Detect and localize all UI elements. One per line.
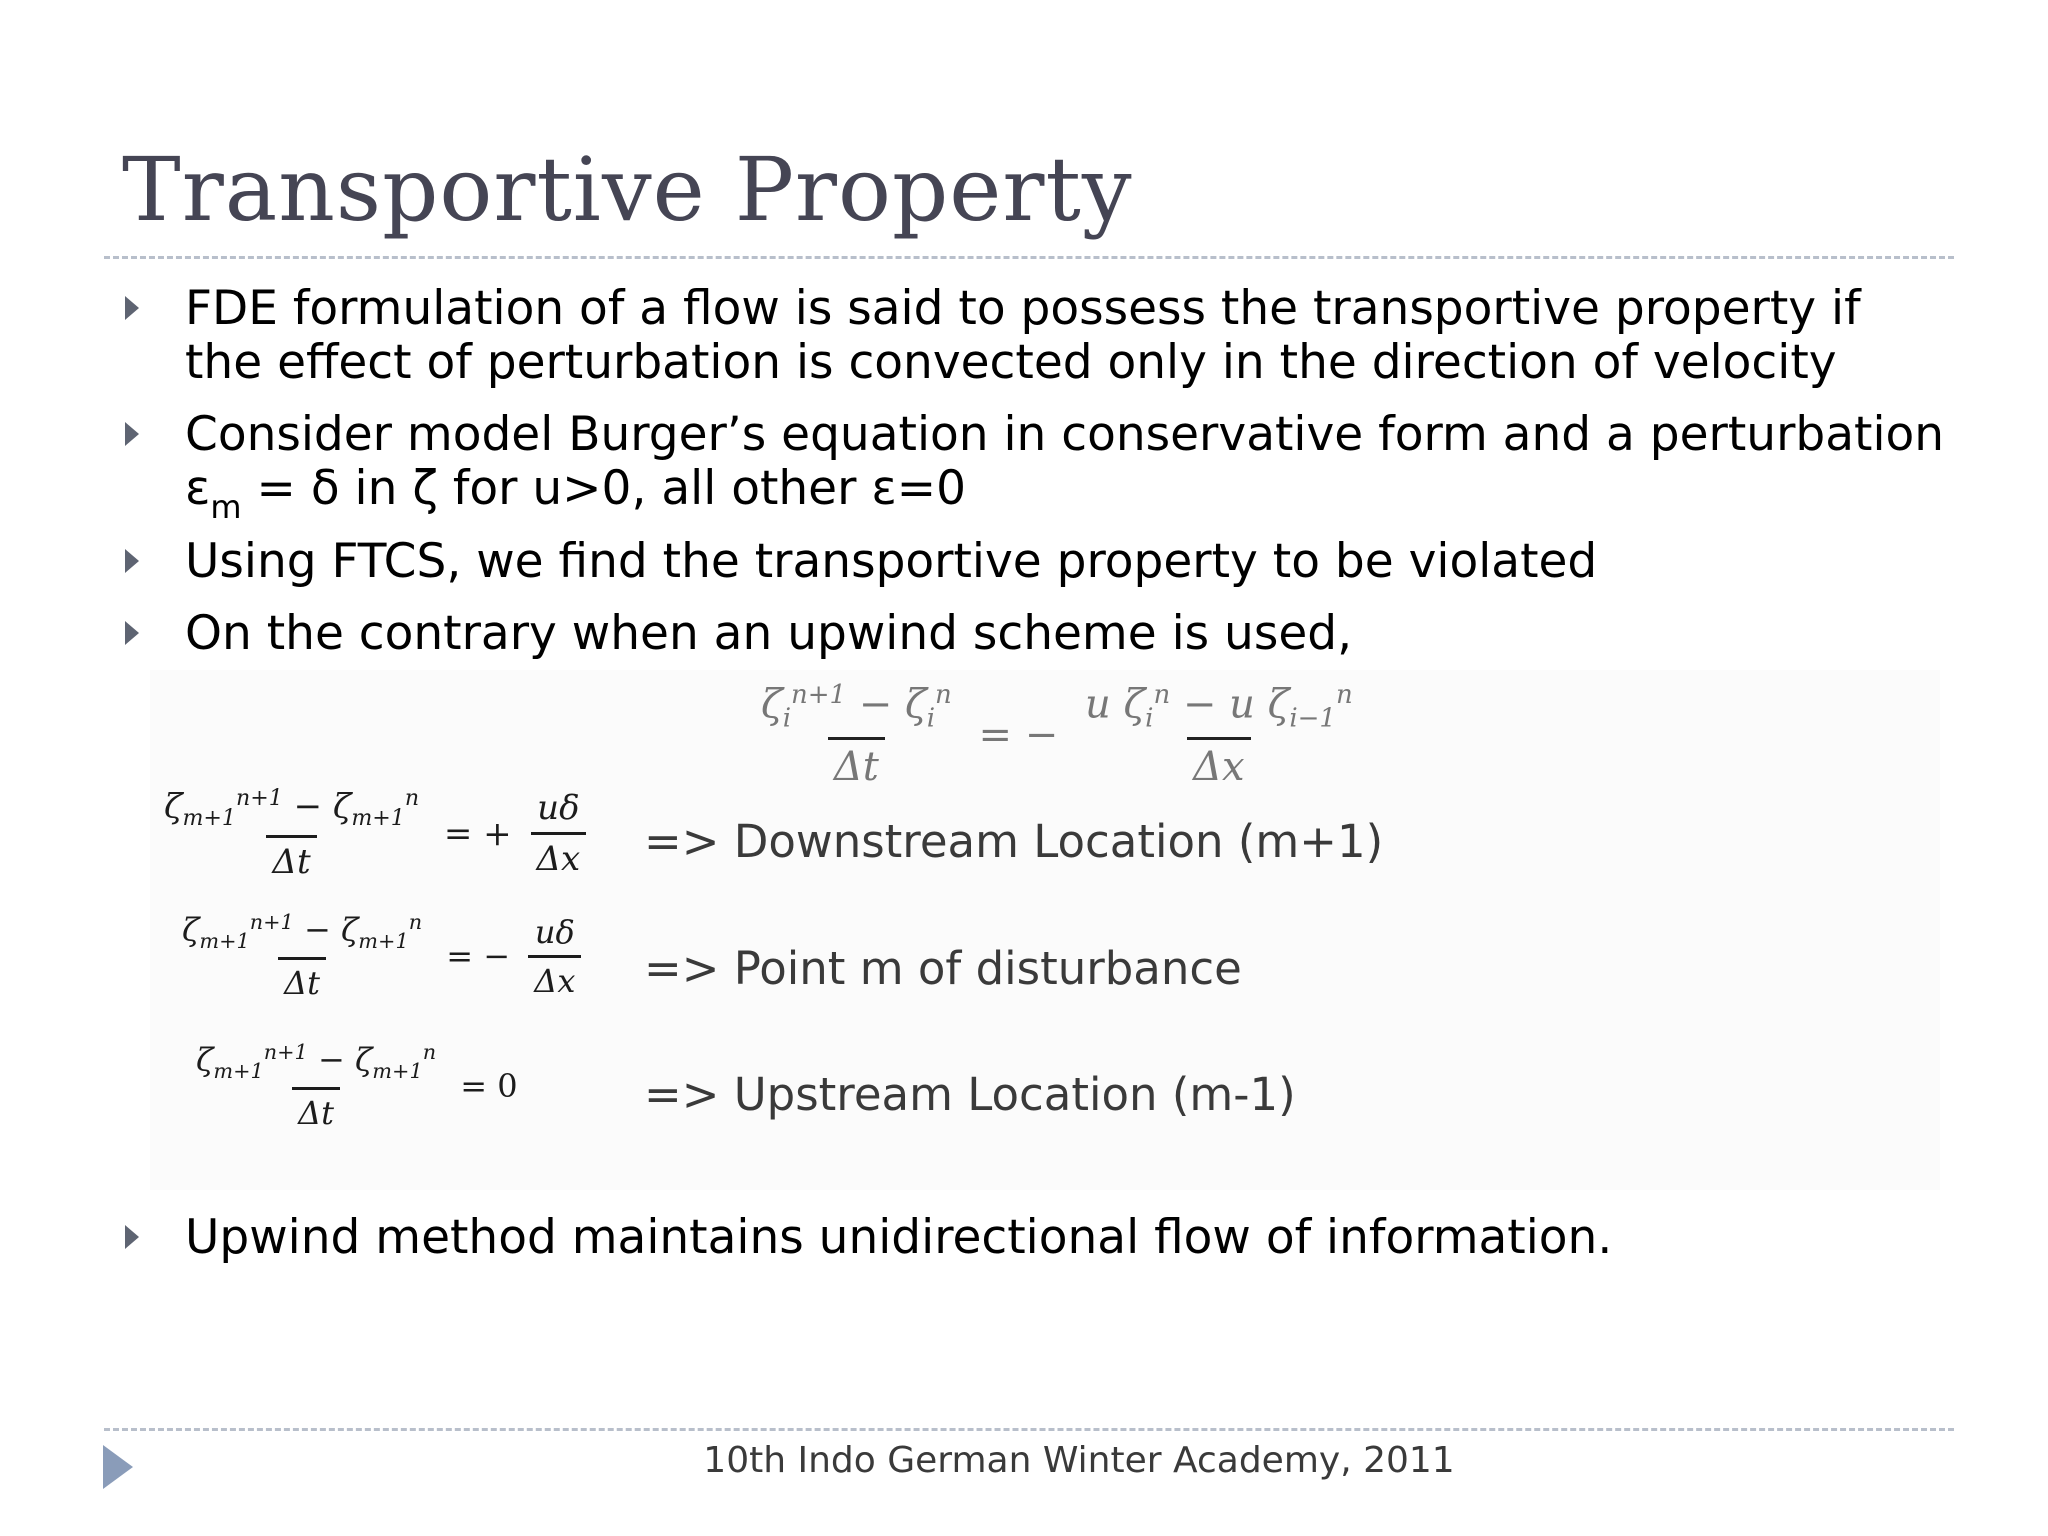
- downstream-result: => Downstream Location (m+1): [644, 815, 1384, 868]
- bullet-arrow-icon: [125, 422, 139, 446]
- perturbation-definition: = δ in ζ for u>0, all other ε=0: [241, 461, 967, 516]
- slide-title: Transportive Property: [122, 138, 1133, 241]
- upwind-scheme-equation: $\frac{\zeta_i^{n+1} - \zeta_i^n}{\Delta t}$ = − $\frac{u \zeta_i^n - u \zeta_{i-1}^n}{\Delta x}$: [761, 680, 1353, 791]
- downstream-equation: $\frac{\zeta_{m+1}^{n+1} - \zeta_{m+1}^n}{\Delta t}$ = + $\frac{u\delta}{\Delta x}$: [158, 785, 586, 882]
- perturbation-subscript: m: [210, 488, 242, 526]
- bullet-arrow-icon: [125, 621, 139, 645]
- bullet-line: Consider model Burger’s equation in conservative form and a perturbation: [185, 407, 1945, 462]
- equation-sign: = −: [978, 712, 1059, 759]
- bullet-text: [185, 408, 1945, 534]
- bullet-arrow-icon: [125, 549, 139, 573]
- footer-text: 10th Indo German Winter Academy, 2011: [703, 1440, 1455, 1481]
- upstream-result: => Upstream Location (m-1): [644, 1068, 1296, 1121]
- equation-sign: = −: [446, 937, 511, 976]
- upstream-equation: $\frac{\zeta_{m+1}^{n+1} - \zeta_{m+1}^n}{\Delta t}$ = 0: [190, 1040, 526, 1132]
- footer: [0, 1440, 2048, 1481]
- bullet-text: FDE formulation of a flow is said to possess the transportive property if the effect of perturbation is convected only in the direction of velocity: [185, 281, 1861, 390]
- disturbance-point-result: => Point m of disturbance: [644, 942, 1242, 995]
- footer-divider: [104, 1428, 1954, 1431]
- equation-sign: = 0: [460, 1067, 518, 1106]
- bullet-text: Upwind method maintains unidirectional flow of information.: [185, 1210, 1613, 1265]
- title-divider: [104, 256, 1954, 259]
- bullet-text: Using FTCS, we find the transportive property to be violated: [185, 534, 1598, 589]
- bullet-arrow-icon: [125, 1225, 139, 1249]
- equation-sign: = +: [443, 813, 512, 854]
- disturbance-point-equation: $\frac{\zeta_{m+1}^{n+1} - \zeta_{m+1}^n}{\Delta t}$ = − $\frac{u\delta}{\Delta x}$: [176, 910, 581, 1002]
- bullet-arrow-icon: [125, 296, 139, 320]
- bullet-text: On the contrary when an upwind scheme is used,: [185, 606, 1353, 661]
- perturbation-symbol: ε: [185, 461, 211, 516]
